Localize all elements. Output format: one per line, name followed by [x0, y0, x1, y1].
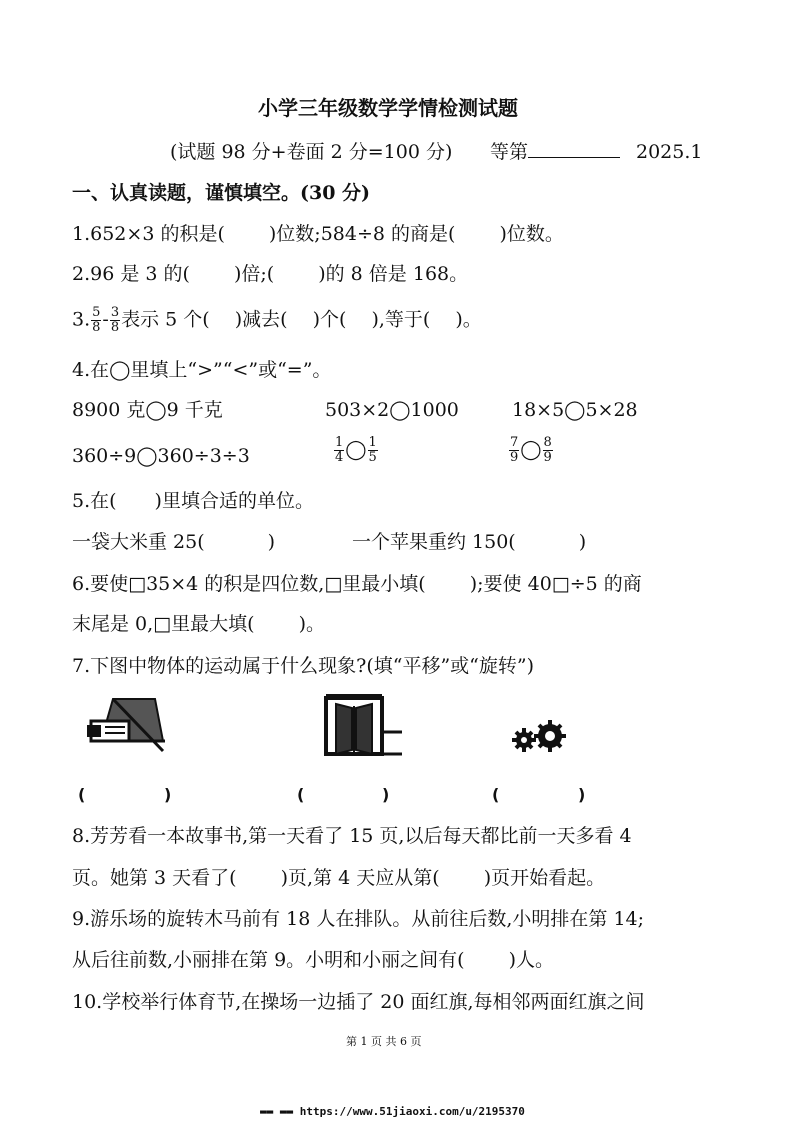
revolving-door-image	[322, 692, 404, 762]
q4-item-2: 503×2◯1000	[325, 399, 459, 421]
q3-fraction-1: $\frac{5}{8}$	[92, 305, 101, 335]
page-footer: 第 1 页 共 6 页	[346, 1035, 422, 1048]
fraction-7-9: $\frac{7}{9}$	[510, 435, 519, 465]
answer-paren-close-3: )	[578, 785, 586, 804]
question-8-line-2: 页。她第 3 天看了( )页,第 4 天应从第( )页开始看起。	[72, 867, 606, 889]
question-8-line-1: 8.芳芳看一本故事书,第一天看了 15 页,以后每天都比前一天多看 4	[72, 825, 632, 847]
q4-item-6	[508, 436, 554, 465]
drawer-image	[85, 695, 165, 757]
watermark-url[interactable]: https://www.51jiaoxi.com/u/2195370	[299, 1105, 525, 1118]
exam-date: 2025.1	[636, 141, 703, 163]
question-10-line-1: 10.学校举行体育节,在操场一边插了 20 面红旗,每相邻两面红旗之间	[72, 991, 645, 1013]
fraction-1-4: $\frac{1}{4}$	[335, 435, 344, 465]
question-6-line-1: 6.要使□35×4 的积是四位数,□里最小填( );要使 40□÷5 的商	[72, 573, 642, 595]
question-5: 5.在( )里填合适的单位。	[72, 490, 314, 512]
q4-item-1: 8900 克◯9 千克	[72, 399, 223, 421]
compare-circle[interactable]: ◯	[345, 438, 367, 461]
watermark-prefix: ▬▬ ▬▬	[260, 1105, 294, 1118]
answer-paren-close-1: )	[164, 785, 172, 804]
q4-item-3: 18×5◯5×28	[512, 399, 638, 421]
question-6-line-2: 末尾是 0,□里最大填( )。	[72, 613, 325, 635]
q3-minus: -	[102, 308, 109, 331]
fraction-8-9: $\frac{8}{9}$	[543, 435, 552, 465]
fraction-1-5: $\frac{1}{5}$	[368, 435, 377, 465]
question-4: 4.在◯里填上“>”“<”或“=”。	[72, 359, 332, 381]
question-3	[72, 306, 482, 335]
q3-fraction-2: $\frac{3}{8}$	[110, 305, 120, 335]
watermark	[260, 1100, 525, 1124]
grade-label	[490, 140, 620, 164]
gears-image	[510, 718, 570, 758]
scoring-note: (试题 98 分+卷面 2 分=100 分)	[170, 141, 453, 163]
question-1: 1.652×3 的积是( )位数;584÷8 的商是( )位数。	[72, 223, 564, 245]
grade-blank[interactable]	[528, 141, 620, 158]
q4-item-5	[333, 436, 379, 465]
question-2: 2.96 是 3 的( )倍;( )的 8 倍是 168。	[72, 263, 469, 285]
page-title: 小学三年级数学学情检测试题	[258, 96, 518, 120]
section-heading: 一、认真读题，谨慎填空。(30 分)	[72, 182, 371, 204]
answer-paren-close-2: )	[382, 785, 390, 804]
q5-item-2: 一个苹果重约 150( )	[352, 531, 587, 553]
q5-item-1: 一袋大米重 25( )	[72, 531, 276, 553]
question-9-line-1: 9.游乐场的旋转木马前有 18 人在排队。从前往后数,小明排在第 14;	[72, 908, 645, 930]
question-9-line-2: 从后往前数,小丽排在第 9。小明和小丽之间有( )人。	[72, 949, 555, 971]
compare-circle[interactable]: ◯	[520, 438, 542, 461]
q4-item-4: 360÷9◯360÷3÷3	[72, 445, 250, 467]
answer-paren-open-2: (	[297, 785, 305, 804]
grade-label-text: 等第	[490, 141, 529, 163]
q3-prefix: 3.	[72, 308, 91, 331]
answer-paren-open-1: (	[78, 785, 86, 804]
answer-paren-open-3: (	[492, 785, 500, 804]
question-7: 7.下图中物体的运动属于什么现象?(填“平移”或“旋转”)	[72, 655, 534, 677]
q3-text: 表示 5 个( )减去( )个( ),等于( )。	[121, 308, 482, 331]
